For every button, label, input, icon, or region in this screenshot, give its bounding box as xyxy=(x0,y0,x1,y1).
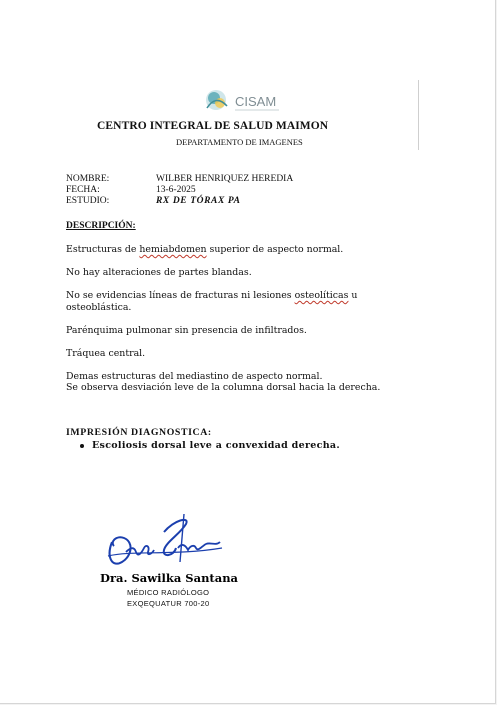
impression-heading: IMPRESIÓN DIAGNOSTICA: xyxy=(66,427,212,438)
doctor-name: Dra. Sawilka Santana xyxy=(100,571,238,585)
finding-paragraph-6b: Se observa desviación leve de la columna dorsal hacia la derecha. xyxy=(66,382,381,393)
finding-paragraph-6a: Demas estructuras del mediastino de aspecto normal. xyxy=(66,371,323,382)
department-subtitle: DEPARTAMENTO DE IMAGENES xyxy=(176,137,303,147)
handwritten-signature xyxy=(104,512,226,572)
study-value: RX DE TÓRAX PA xyxy=(156,196,241,206)
name-label: NOMBRE: xyxy=(66,174,110,184)
finding-paragraph-1: Estructuras de hemiabdomen superior de aspecto normal. xyxy=(66,244,344,255)
doctor-role: MÉDICO RADIÓLOGO xyxy=(127,588,210,597)
margin-marker xyxy=(418,80,419,150)
cisam-logo xyxy=(203,86,283,116)
spellcheck-flag: hemiabdomen xyxy=(139,244,207,255)
description-heading: DESCRIPCIÓN: xyxy=(66,221,136,231)
svg-text:CISAM: CISAM xyxy=(235,94,277,109)
finding-paragraph-3: No se evidencias líneas de fracturas ni lesiones osteolíticas u osteoblástica. xyxy=(66,290,358,313)
finding-paragraph-2: No hay alteraciones de partes blandas. xyxy=(66,267,252,278)
spellcheck-flag: osteolíticas xyxy=(294,290,349,301)
impression-item: Escoliosis dorsal leve a convexidad derecha. xyxy=(80,440,340,451)
name-value: WILBER HENRIQUEZ HEREDIA xyxy=(156,174,294,184)
date-label: FECHA: xyxy=(66,185,100,195)
finding-paragraph-5: Tráquea central. xyxy=(66,348,146,359)
doctor-exequatur: EXQEQUATUR 700-20 xyxy=(127,599,210,608)
finding-paragraph-4: Parénquima pulmonar sin presencia de infiltrados. xyxy=(66,325,307,336)
study-label: ESTUDIO: xyxy=(66,196,110,206)
date-value: 13-6-2025 xyxy=(156,185,196,195)
institution-title: CENTRO INTEGRAL DE SALUD MAIMON xyxy=(97,120,329,132)
bullet-icon xyxy=(80,444,84,448)
